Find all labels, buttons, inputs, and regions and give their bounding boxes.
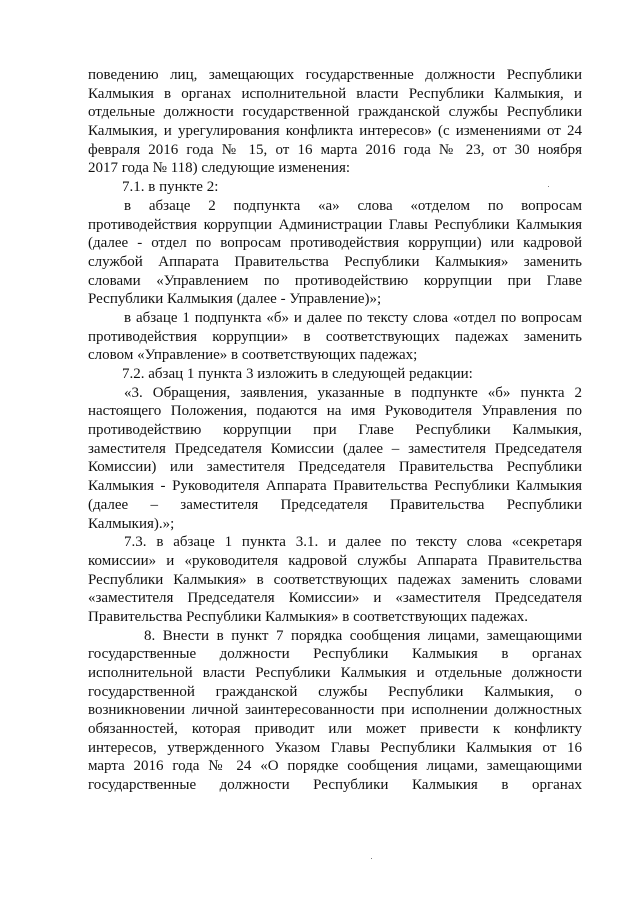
- text-line: государственные должности Республики Калмыкия в органах: [88, 777, 582, 794]
- text-line: 2017 года № 118) следующие изменения:: [88, 160, 351, 177]
- text-line: настоящего Положения, подаются на имя Руководителя Управления по: [88, 403, 582, 420]
- text-line: «3. Обращения, заявления, указанные в подпункте «б» пункта 2: [124, 384, 582, 401]
- text-line: Калмыкия, и урегулирования конфликта интересов» (с изменениями от 24: [88, 123, 582, 140]
- text-line: интересов, утвержденного Указом Главы Республики Калмыкия от 16: [88, 739, 582, 756]
- text-line: государственной гражданской службы Республики Калмыкия, о: [88, 683, 582, 700]
- text-line: (далее - отдел по вопросам противодействия коррупции) или кадровой: [88, 235, 582, 252]
- paragraph-lines: [88, 66, 582, 795]
- text-line: (далее – заместителя Председателя Правительства Республики: [88, 496, 582, 513]
- text-line: противодействия коррупции Администрации Главы Республики Калмыкия: [88, 216, 582, 233]
- text-line: Комиссии) или заместителя Председателя Правительства Республики: [88, 459, 582, 476]
- document-body: [88, 66, 582, 795]
- text-line: 8. Внести в пункт 7 порядка сообщения лицами, замещающими: [144, 627, 582, 644]
- scan-speck: [371, 858, 372, 859]
- text-line: Правительства Республики Калмыкия» в соответствующих падежах.: [88, 608, 529, 625]
- text-line: возникновении личной заинтересованности при исполнении должностных: [88, 702, 582, 719]
- text-line: словом «Управление» в соответствующих падежах;: [88, 347, 418, 364]
- text-line: в абзаце 2 подпункта «а» слова «отделом по вопросам: [124, 197, 582, 214]
- text-line: поведению лиц, замещающих государственные должности Республики: [88, 67, 582, 83]
- text-line: комиссии» и «руководителя кадровой службы Аппарата Правительства: [88, 552, 582, 569]
- text-line: противодействию коррупции при Главе Республики Калмыкия,: [88, 422, 582, 439]
- text-line: государственные должности Республики Калмыкия в органах: [88, 646, 582, 663]
- text-line: исполнительной власти Республики Калмыкия и отдельные должности: [88, 665, 582, 681]
- text-line: «заместителя Председателя Комиссии» и «заместителя Председателя: [88, 590, 582, 607]
- text-line: 7.2. абзац 1 пункта 3 изложить в следующей редакции:: [122, 366, 473, 382]
- text-line: противодействия коррупции» в соответствующих падежах заменить: [88, 328, 582, 345]
- text-line: обязанностей, которая приводит или может привести к конфликту: [88, 721, 582, 738]
- text-line: заместителя Председателя Комиссии (далее – заместителя Председателя: [88, 440, 582, 457]
- text-line: Калмыкия в органах исполнительной власти Республики Калмыкия, и: [88, 85, 582, 102]
- scan-speck: [548, 186, 549, 187]
- text-line: 7.1. в пункте 2:: [122, 179, 219, 196]
- text-line: марта 2016 года № 24 «О порядке сообщения лицами, замещающими: [88, 758, 582, 775]
- text-line: службой Аппарата Правительства Республики Калмыкия» заменить: [88, 253, 582, 270]
- text-line: Республики Калмыкия» в соответствующих падежах заменить словами: [88, 571, 582, 588]
- text-line: отдельные должности государственной гражданской службы Республики: [88, 104, 582, 121]
- text-line: Калмыкия - Руководителя Аппарата Правительства Республики Калмыкия: [88, 478, 582, 495]
- text-line: Республики Калмыкия (далее - Управление)»;: [88, 291, 382, 308]
- text-line: 7.3. в абзаце 1 пункта 3.1. и далее по тексту слова «секретаря: [124, 534, 582, 551]
- text-line: в абзаце 1 подпункта «б» и далее по тексту слова «отдел по вопросам: [124, 309, 582, 326]
- text-line: словами «Управлением по противодействию коррупции при Главе: [88, 272, 582, 289]
- text-line: февраля 2016 года № 15, от 16 марта 2016 года № 23, от 30 ноября: [88, 141, 582, 158]
- text-line: Калмыкия).»;: [88, 515, 175, 532]
